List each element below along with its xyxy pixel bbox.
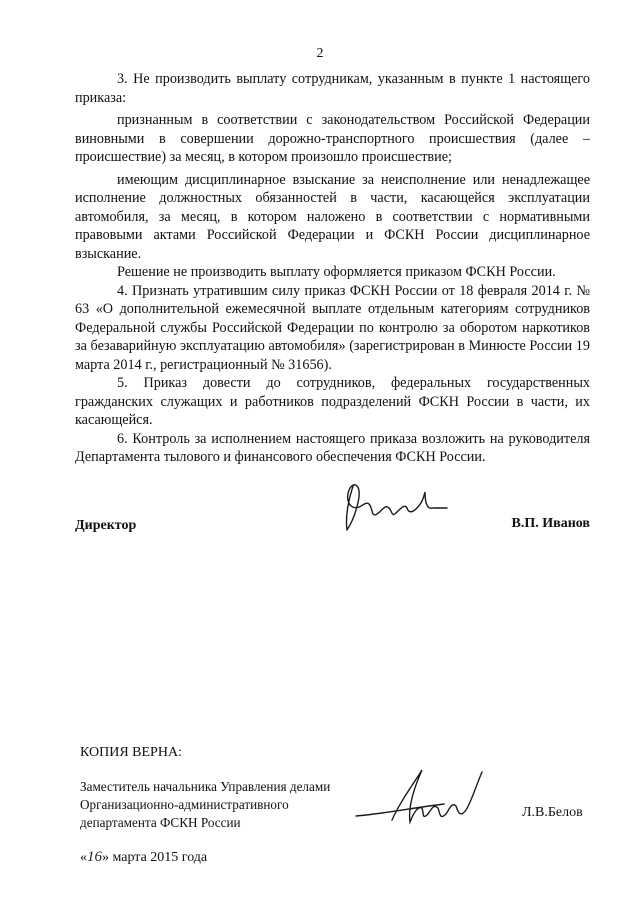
order-body <box>75 70 590 467</box>
date-rest: » марта 2015 года <box>102 850 208 865</box>
certification-date <box>80 849 207 866</box>
certifier-position-line: Заместитель начальника Управления делами <box>80 779 331 794</box>
signature-row <box>75 510 590 540</box>
date-open-quote: « <box>80 850 87 865</box>
page-number: 2 <box>316 46 324 61</box>
paragraph-3-decision: Решение не производить выплату оформляется приказом ФСКН России. <box>117 264 556 280</box>
paragraph-3-item-2: имеющим дисциплинарное взыскание за неисполнение или ненадлежащее исполнение должностных обязанностей в части, касающейся эксплуатации автомобиля, за месяц, в котором наложено в соответствии с нормативными правовыми актами Российской Федерации и ФСКН России дисциплинарное взыскание. <box>75 171 590 262</box>
copy-certification-title: КОПИЯ ВЕРНА: <box>80 745 182 760</box>
paragraph-3-item-1: признанным в соответствии с законодательством Российской Федерации виновными в совершении дорожно-транспортного происшествия (далее – происшествие) за месяц, в котором произошло происшествие; <box>75 112 590 165</box>
certifier-position-line: департамента ФСКН России <box>80 815 241 830</box>
certifier-position-line: Организационно-административного <box>80 797 289 812</box>
signatory-position: Директор <box>75 518 137 533</box>
paragraph-6: 6. Контроль за исполнением настоящего приказа возложить на руководителя Департамента тылового и финансового обеспечения ФСКН России. <box>75 430 590 465</box>
paragraph-4: 4. Признать утратившим силу приказ ФСКН России от 18 февраля 2014 г. № 63 «О дополнительной ежемесячной выплате отдельным категориям сотрудников Федеральной службы Российской Федерации по контролю за оборотом наркотиков за безаварийную эксплуатацию автомобиля» (зарегистрирован в Минюсте России 19 марта 2014 г., регистрационный № 31656). <box>75 282 590 373</box>
signatory-name: В.П. Иванов <box>511 516 590 531</box>
certifier-name: Л.В.Белов <box>522 805 583 820</box>
paragraph-3: 3. Не производить выплату сотрудникам, указанным в пункте 1 настоящего приказа: <box>75 71 590 106</box>
date-day: 16 <box>87 849 102 865</box>
paragraph-5: 5. Приказ довести до сотрудников, федеральных государственных гражданских служащих и работников подразделений ФСКН России в части, их касающейся. <box>75 375 590 428</box>
certifier-position <box>80 778 390 832</box>
